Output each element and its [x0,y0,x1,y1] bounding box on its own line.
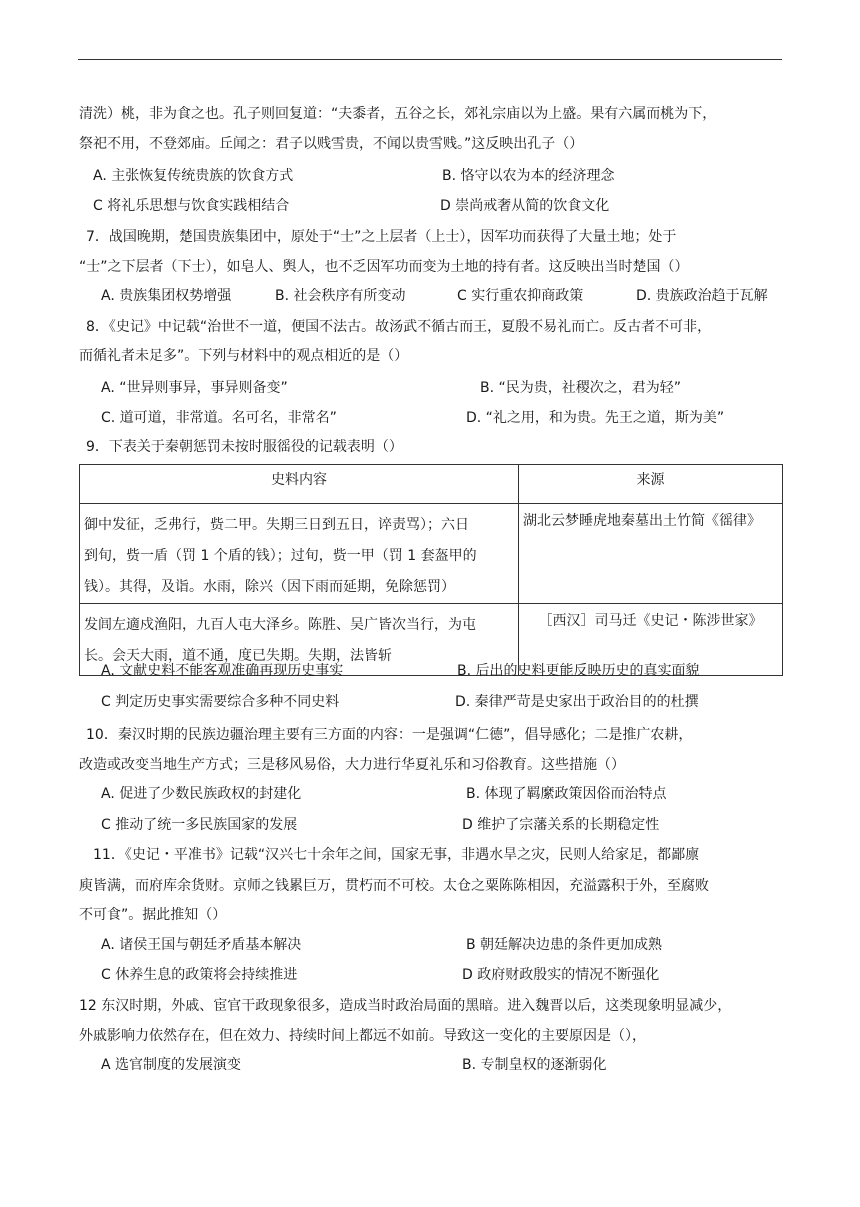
q11-option-c[interactable]: C 休养生息的政策将会持续推进 [101,967,298,983]
table-row [80,504,783,604]
q11-line-1: 11．《史记・平准书》记载“汉兴七十余年之间，国家无事，非遇水旱之灾，民则人给家足，都鄙廪 [93,847,700,863]
row-source: 湖北云梦睡虎地秦墓出土竹简《徭律》 [519,504,783,604]
q6-line-2: 祭祀不用，不登郊庙。丘闻之：君子以贱雪贵，不闻以贵雪贱。”这反映出孔子（） [79,136,584,152]
q7-option-c[interactable]: C 实行重农抑商政策 [457,288,584,304]
q9-option-d[interactable]: D. 秦律严苛是史家出于政治目的的杜撰 [455,694,699,710]
row-content: 发闾左適戍渔阳，九百人屯大泽乡。陈胜、吴广皆次当行，为屯 长。会天大雨，道不通，度已失期。失期，法皆斩 [80,604,519,676]
row-content: 御中发征，乏弗行，赀二甲。失期三日到五日，谇责骂）；六日 到旬，赀一盾（罚 1 个盾的钱）；过旬，赀一甲（罚 1 套盔甲的 钱）。其得，及诣。水雨，除兴（因下雨而延期，免除惩罚） [80,504,519,604]
header-content: 史料内容 [80,465,519,504]
q12-option-a[interactable]: A 选官制度的发展演变 [101,1057,242,1073]
q6-option-d[interactable]: D 崇尚戒奢从简的饮食文化 [440,198,610,214]
q10-option-a[interactable]: A. 促进了少数民族政权的封建化 [101,786,302,802]
q9-option-b[interactable]: B. 后出的史料更能反映历史的真实面貌 [457,663,700,679]
q8-option-c[interactable]: C. 道可道，非常道。名可名，非常名” [101,410,337,426]
q6-option-c[interactable]: C 将礼乐思想与饮食实践相结合 [93,198,290,214]
q7-line-2: “士”之下层者（下士），如皂人、舆人，也不乏因军功而变为土地的持有者。这反映出当时楚国（） [79,259,689,275]
q9-stem: 9．下表关于秦朝惩罚未按时服徭役的记载表明（） [86,439,403,455]
historical-sources-table [79,464,783,676]
row-source: ［西汉］司马迁《史记・陈涉世家》 [519,604,783,676]
q8-line-1: 8．《史记》中记载“治世不一道，便国不法古。故汤武不循古而王，夏殷不易礼而亡。反古者不可非， [86,319,712,335]
q7-option-a[interactable]: A. 贵族集团权势增强 [101,288,232,304]
q8-option-d[interactable]: D. “礼之用，和为贵。先王之道，斯为美” [466,410,725,426]
q10-option-b[interactable]: B. 体现了羁縻政策因俗而治特点 [466,786,667,802]
q8-option-b[interactable]: B. “民为贵，社稷次之，君为轻” [480,380,682,396]
q11-line-3: 不可食”。据此推知（） [79,907,227,923]
q10-line-2: 改造或改变当地生产方式；三是移风易俗，大力进行华夏礼乐和习俗教育。这些措施（） [79,757,625,773]
q6-line-1: 清洗）桃，非为食之也。孔子则回复道：“夫黍者，五谷之长，郊礼宗庙以为上盛。果有六属而桃为下， [79,106,717,122]
q7-option-b[interactable]: B. 社会秩序有所变动 [275,288,406,304]
q6-option-a[interactable]: A. 主张恢复传统贵族的饮食方式 [93,168,294,184]
q12-option-b[interactable]: B. 专制皇权的逐渐弱化 [462,1057,607,1073]
q10-line-1: 10．秦汉时期的民族边疆治理主要有三方面的内容：一是强调“仁德”，倡导感化；二是推广农耕， [86,727,693,743]
q7-option-d[interactable]: D. 贵族政治趋于瓦解 [636,288,768,304]
header-source: 来源 [519,465,783,504]
q10-option-c[interactable]: C 推动了统一多民族国家的发展 [101,817,298,833]
q11-option-b[interactable]: B 朝廷解决边患的条件更加成熟 [466,937,663,953]
table-header-row [80,465,783,504]
q11-option-d[interactable]: D 政府财政殷实的情况不断强化 [462,967,660,983]
q9-option-c[interactable]: C 判定历史事实需要综合多种不同史料 [101,694,340,710]
q7-line-1: 7．战国晚期，楚国贵族集团中，原处于“士”之上层者（上士），因军功而获得了大量土地；处于 [86,229,677,245]
q10-option-d[interactable]: D 维护了宗藩关系的长期稳定性 [462,817,660,833]
header-rule [78,59,782,60]
q11-option-a[interactable]: A. 诸侯王国与朝廷矛盾基本解决 [101,937,302,953]
q11-line-2: 庾皆满，而府库余货财。京师之钱累巨万，贯朽而不可校。太仓之粟陈陈相因，充溢露积于外，至腐败 [79,878,709,894]
q8-line-2: 而循礼者未足多”。下列与材料中的观点相近的是（） [79,348,409,364]
q9-option-a[interactable]: A. 文献史料不能客观准确再现历史事实 [101,663,344,679]
q12-line-2: 外戚影响力依然存在，但在效力、持续时间上都远不如前。导致这一变化的主要原因是（）， [79,1028,646,1044]
q8-option-a[interactable]: A. “世异则事异，事异则备变” [101,380,288,396]
q12-line-1: 12 东汉时期，外戚、宦官干政现象很多，造成当时政治局面的黑暗。进入魏晋以后，这类现象明显减少， [79,998,732,1014]
q6-option-b[interactable]: B. 恪守以农为本的经济理念 [442,168,615,184]
